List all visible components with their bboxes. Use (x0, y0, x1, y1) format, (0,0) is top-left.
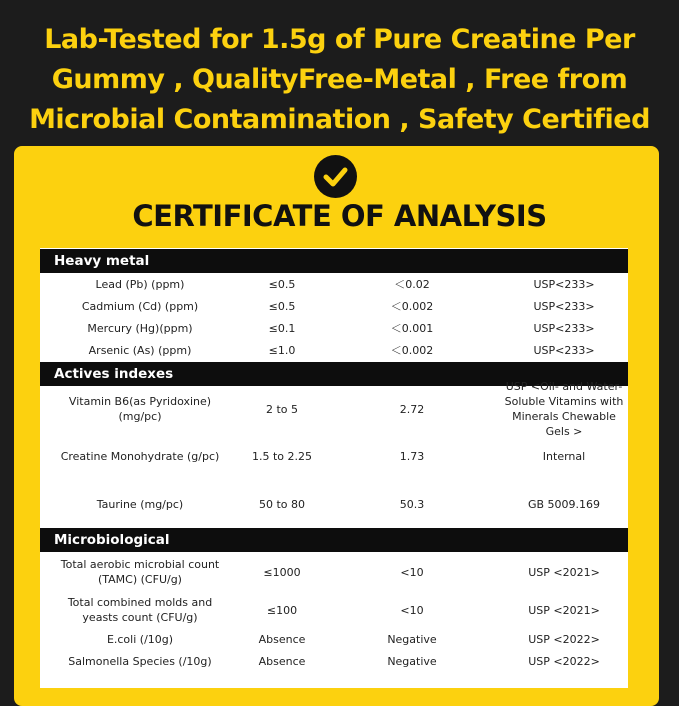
row-method: GB 5009.169 (527, 497, 601, 511)
row-method: USP<233> (533, 299, 595, 313)
row-item: E.coli (/10g) (106, 632, 174, 646)
table-row (40, 296, 628, 316)
headline-line-2: Gummy , QualityFree-Metal , Free from (51, 64, 628, 95)
row-result: ＜0.002 (390, 343, 434, 357)
row-spec: ≤0.1 (268, 321, 296, 335)
row-method: USP<233> (533, 277, 595, 291)
row-result: <10 (400, 603, 424, 617)
headline-line-1: Lab-Tested for 1.5g of Pure Creatine Per (44, 24, 635, 55)
row-item: Total combined molds and yeasts count (CFU/g) (67, 596, 213, 624)
row-result: ＜0.001 (390, 321, 434, 335)
row-item: Creatine Monohydrate (g/pc) (60, 449, 220, 463)
row-result: ＜0.02 (394, 277, 430, 291)
row-spec: ≤1.0 (268, 343, 296, 357)
table-row (40, 340, 628, 360)
row-method: USP <Oil- and Water- Soluble Vitamins with Minerals Chewable Gels > (504, 380, 624, 438)
row-item: Lead (Pb) (ppm) (95, 277, 185, 291)
row-result: ＜0.002 (390, 299, 434, 313)
row-method: USP<233> (533, 321, 595, 335)
row-spec: Absence (258, 654, 306, 668)
row-method: USP <2022> (528, 632, 600, 646)
headline (0, 20, 679, 140)
row-item: Salmonella Species (/10g) (68, 654, 212, 668)
section-title: Actives indexes (54, 366, 174, 382)
certificate-title: CERTIFICATE OF ANALYSIS (132, 199, 547, 233)
row-item: Vitamin B6(as Pyridoxine) (mg/pc) (68, 395, 212, 423)
headline-line-3: Microbial Contamination , Safety Certified (29, 104, 650, 135)
row-item: Cadmium (Cd) (ppm) (81, 299, 199, 313)
checkmark-circle-icon (314, 155, 357, 198)
row-spec: 50 to 80 (258, 497, 306, 511)
row-result: Negative (387, 654, 437, 668)
row-spec: ≤1000 (263, 565, 301, 579)
section-header-microbiological (40, 528, 628, 552)
row-method: Internal (542, 449, 586, 463)
row-item: Arsenic (As) (ppm) (88, 343, 192, 357)
row-method: USP <2021> (528, 565, 600, 579)
table-row (40, 556, 628, 588)
row-item: Total aerobic microbial count (TAMC) (CFU/g) (60, 558, 220, 586)
row-item: Taurine (mg/pc) (96, 497, 184, 511)
table-row (40, 444, 628, 468)
section-title: Microbiological (54, 532, 170, 548)
row-method: USP <2022> (528, 654, 600, 668)
row-spec: ≤0.5 (268, 299, 296, 313)
table-row (40, 492, 628, 516)
row-result: <10 (400, 565, 424, 579)
row-spec: Absence (258, 632, 306, 646)
table-row (40, 594, 628, 626)
row-spec: ≤100 (266, 603, 298, 617)
row-result: 50.3 (399, 497, 425, 511)
table-row (40, 274, 628, 294)
table-row (40, 318, 628, 338)
section-header-heavy-metal (40, 249, 628, 273)
row-result: 2.72 (399, 402, 425, 416)
row-result: 1.73 (399, 449, 425, 463)
row-spec: 1.5 to 2.25 (251, 449, 313, 463)
table-row (40, 651, 628, 671)
table-row (40, 380, 628, 438)
row-method: USP <2021> (528, 603, 600, 617)
row-method: USP<233> (533, 343, 595, 357)
row-result: Negative (387, 632, 437, 646)
row-spec: ≤0.5 (268, 277, 296, 291)
table-row (40, 629, 628, 649)
row-spec: 2 to 5 (265, 402, 299, 416)
row-item: Mercury (Hg)(ppm) (87, 321, 193, 335)
section-title: Heavy metal (54, 253, 150, 269)
